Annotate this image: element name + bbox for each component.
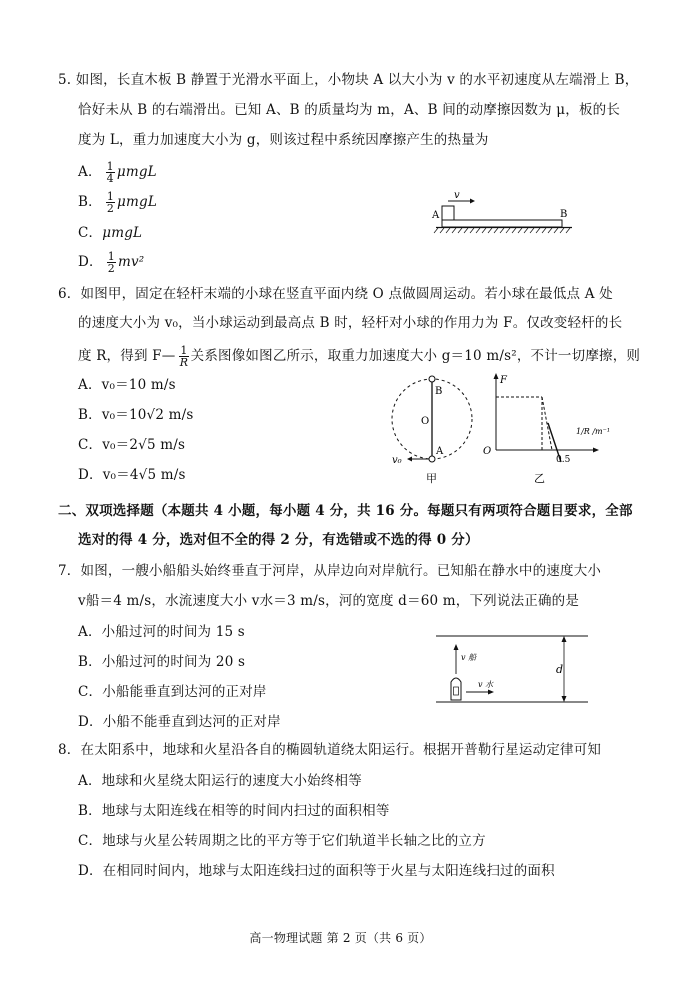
block-a [442, 206, 454, 220]
q5-option-d [78, 251, 144, 274]
block-a-label: A [432, 210, 440, 221]
q6-figure-yi [478, 370, 618, 490]
option-expr: mv² [117, 254, 145, 270]
fraction [106, 161, 115, 184]
q5-stem-line1: 5. 如图，长直木板 B 静置于光滑水平面上，小物块 A 以大小为 v 的水平初速度从左端滑上 B， [58, 72, 639, 88]
denominator: R [179, 356, 189, 369]
denominator: 2 [107, 262, 115, 275]
denominator: 2 [106, 202, 115, 215]
q5-stem-line2: 恰好未从 B 的右端滑出。已知 A、B 的质量均为 m，A、B 间的动摩擦因数为 μ，板的长 [78, 102, 621, 118]
y-axis-arrowhead [494, 373, 499, 379]
option-label: C． [78, 225, 103, 241]
numerator: 1 [106, 190, 115, 203]
q5-option-a [78, 161, 157, 184]
board-b [442, 220, 562, 227]
q5-figure [428, 188, 578, 240]
stem-part1: 度 R，得到 F— [78, 348, 176, 364]
ground-hatch [434, 228, 570, 233]
figure-jia-caption: 甲 [426, 472, 437, 485]
dimension-arrow-top [562, 636, 567, 642]
dashed-slope [542, 397, 552, 450]
origin-label: O [483, 446, 492, 457]
q5-option-c [78, 224, 142, 242]
q7-stem-line1: 7．如图，一艘小船船头始终垂直于河岸，从岸边向对岸航行。已知船在静水中的速度大小 [58, 563, 602, 579]
board-b-label: B [560, 209, 568, 220]
boat-velocity-label: v 船 [461, 653, 477, 662]
x-tick-label: 0.5 [556, 455, 571, 465]
q6-option-a: A．v₀＝10 m/s [78, 377, 176, 393]
fraction [179, 345, 188, 368]
option-label: B． [78, 194, 102, 210]
boat-velocity-arrowhead [454, 644, 459, 650]
q6-option-c: C．v₀＝2√5 m/s [78, 437, 186, 453]
q5-stem-line3: 度为 L，重力加速度大小为 g，则该过程中系统因摩擦产生的热量为 [78, 132, 489, 148]
q8-stem: 8．在太阳系中，地球和火星沿各自的椭圆轨道绕太阳运行。根据开普勒行星运动定律可知 [58, 742, 602, 758]
q8-option-b: B．地球与太阳连线在相等的时间内扫过的面积相等 [78, 803, 390, 819]
q7-option-a: A．小船过河的时间为 15 s [78, 624, 245, 640]
numerator: 1 [180, 344, 188, 357]
denominator: 4 [106, 172, 114, 185]
option-expr: μmgL [116, 164, 157, 180]
q6-figure-jia [386, 372, 478, 490]
velocity-arrowhead [470, 199, 475, 204]
q8-option-c: C．地球与火星公转周期之比的平方等于它们轨道半长轴之比的立方 [78, 833, 486, 849]
option-expr: μmgL [102, 225, 143, 241]
fraction [106, 191, 115, 214]
ball-bottom [429, 456, 435, 462]
q5-option-b [78, 191, 157, 214]
dimension-arrow-bottom [562, 696, 567, 702]
figure-yi-caption: 乙 [534, 472, 545, 485]
q7-option-b: B．小船过河的时间为 20 s [78, 654, 246, 670]
q6-option-d: D．v₀＝4√5 m/s [78, 467, 186, 483]
ball-top [429, 376, 435, 382]
stem-part2: 关系图像如图乙所示，取重力加速度大小 g＝10 m/s²，不计一切摩擦，则 [190, 348, 641, 364]
q6-stem-line1: 6．如图甲，固定在轻杆末端的小球在竖直平面内绕 O 点做圆周运动。若小球在最低点 A 处 [58, 286, 613, 302]
y-axis-label: F [500, 375, 507, 386]
numerator: 1 [107, 250, 115, 263]
q8-option-a: A．地球和火星绕太阳运行的速度大小始终相等 [78, 773, 362, 789]
numerator: 1 [106, 160, 114, 173]
option-label: A． [78, 164, 102, 180]
point-o-label: O [421, 416, 430, 427]
q7-option-c: C．小船能垂直到达河的正对岸 [78, 684, 267, 700]
q6-option-b: B．v₀＝10√2 m/s [78, 407, 194, 423]
q6-stem-line2: 的速度大小为 v₀，当小球运动到最高点 B 时，轻杆对小球的作用力为 F。仅改变轻杆的长 [78, 315, 623, 331]
v0-label: v₀ [392, 455, 402, 466]
option-label: D． [78, 254, 103, 270]
q7-figure [432, 632, 592, 708]
x-axis-arrowhead [593, 448, 599, 453]
q7-stem-line2: v船＝4 m/s，水流速度大小 v水＝3 m/s，河的宽度 d＝60 m，下列说法正确的是 [78, 593, 580, 609]
point-a-label: A [436, 446, 444, 457]
option-expr: μmgL [117, 194, 158, 210]
x-axis-label: 1/R /m⁻¹ [576, 427, 611, 436]
velocity-label: v [454, 190, 460, 201]
v0-arrowhead [407, 457, 412, 462]
water-velocity-label: v 水 [478, 680, 494, 689]
fraction [107, 251, 116, 274]
section2-title-line1: 二、双项选择题（本题共 4 小题，每小题 4 分，共 16 分。每题只有两项符合题目要求，全部 [58, 503, 633, 519]
water-velocity-arrowhead [488, 690, 494, 695]
q7-option-d: D．小船不能垂直到达河的正对岸 [78, 714, 281, 730]
q8-option-d: D．在相同时间内，地球与太阳连线扫过的面积等于火星与太阳连线扫过的面积 [78, 863, 555, 879]
point-b-label: B [435, 386, 443, 397]
q6-stem-line3 [78, 345, 640, 368]
width-label: d [556, 663, 564, 676]
page-footer: 高一物理试题 第 2 页（共 6 页） [249, 931, 432, 945]
boat-cabin [454, 687, 459, 695]
section2-title-line2: 选对的得 4 分，选对但不全的得 2 分，有选错或不选的得 0 分） [78, 532, 479, 548]
